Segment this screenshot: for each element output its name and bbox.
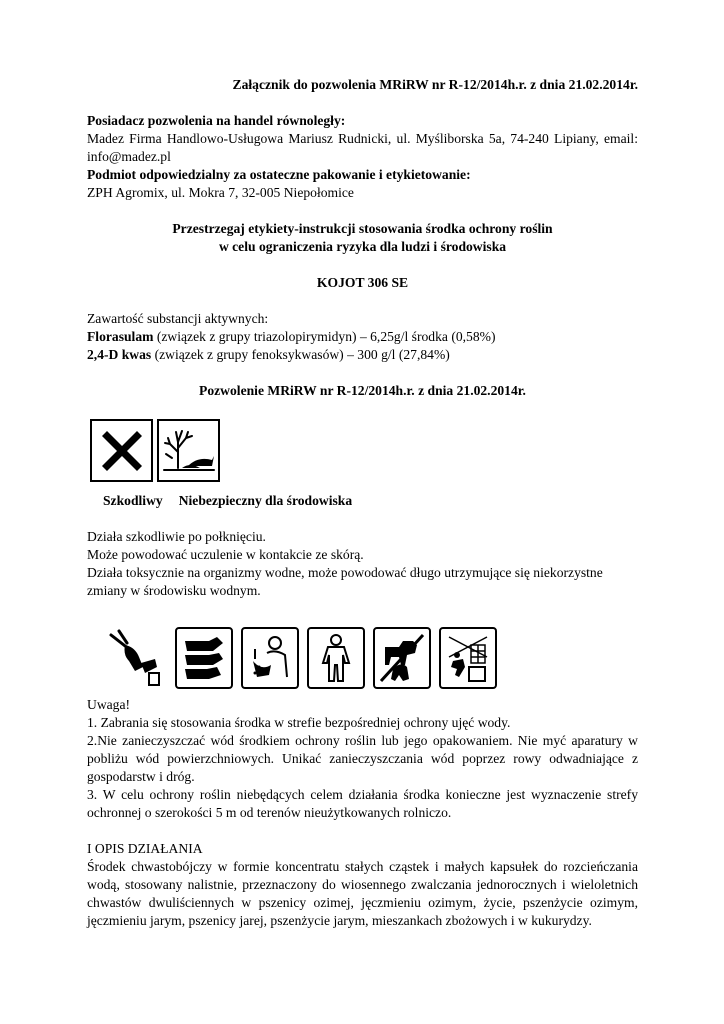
hazard-statement-1: Działa szkodliwie po połknięciu.: [87, 529, 266, 544]
label-document: [87, 76, 638, 930]
wash-hands-icon: [241, 627, 299, 689]
permit-number: Pozwolenie MRiRW nr R-12/2014h.r. z dnia 21.02.2014r.: [199, 383, 526, 398]
hazard-statement-3: Działa toksycznie na organizmy wodne, może powodować długo utrzymujące się niekorzystne zmiany w środowisku wodnym.: [87, 565, 603, 598]
section1-title: I OPIS DZIAŁANIA: [87, 841, 203, 856]
warning-title-line1: Przestrzegaj etykiety-instrukcji stosowania środka ochrony roślin: [172, 221, 553, 236]
active-substance-1: Florasulam (związek z grupy triazolopirymidyn) – 6,25g/l środka (0,58%): [87, 329, 496, 344]
hazard-labels: [87, 492, 638, 510]
precaution-2: 2.Nie zanieczyszczać wód środkiem ochrony roślin lub jego opakowaniem. Nie myć aparatury w pobliżu wód powierzchniowych. Unikać zanieczyszczania wód poprzez rowy odwadniające z gospodarstw i dróg.: [87, 733, 638, 784]
active-substances-label: Zawartość substancji aktywnych:: [87, 311, 269, 326]
precautions-title: Uwaga!: [87, 697, 131, 712]
hazard-symbols: [90, 419, 638, 482]
active-substance-2: 2,4-D kwas (związek z grupy fenoksykwasów) – 300 g/l (27,84%): [87, 347, 450, 362]
product-name: KOJOT 306 SE: [316, 275, 409, 290]
safety-pictograms: [105, 624, 638, 692]
do-not-ingest-icon: [105, 627, 167, 689]
harmful-label: Szkodliwy: [103, 493, 163, 508]
holder-text: Madez Firma Handlowo-Usługowa Mariusz Rudnicki, ul. Myśliborska 5a, 74-240 Lipiany, email: info@madez.pl: [87, 131, 638, 164]
packer-label: Podmiot odpowiedzialny za ostateczne pakowanie i etykietowanie:: [87, 167, 471, 182]
env-label: Niebezpieczny dla środowiska: [178, 493, 353, 508]
warning-title-line2: w celu ograniczenia ryzyka dla ludzi i środowiska: [218, 239, 507, 254]
dangerous-to-animals-icon: [373, 627, 431, 689]
holder-label: Posiadacz pozwolenia na handel równoległy:: [87, 113, 346, 128]
section1-text: Środek chwastobójczy w formie koncentratu stałych cząstek i małych kapsułek do rozcieńczania wodą, stosowany nalistnie, przeznaczony do wiosennego zwalczania jednorocznych i wieloletnich chwastów dwuliściennych w pszenicy ozimej, jęczmieniu ozimym, życie, pszenżycie ozimym, jęczmieniu jarym, pszenicy jarej, pszenżycie jarym, mieszankach zbożowych i w kukurydzy.: [87, 859, 638, 928]
attachment-header: Załącznik do pozwolenia MRiRW nr R-12/2014h.r. z dnia 21.02.2014r.: [232, 77, 638, 92]
hazard-statement-2: Może powodować uczulenie w kontakcie ze skórą.: [87, 547, 364, 562]
precaution-1: 1. Zabrania się stosowania środka w strefie bezpośredniej ochrony ujęć wody.: [87, 715, 511, 730]
packer-text: ZPH Agromix, ul. Mokra 7, 32-005 Niepołomice: [87, 185, 354, 200]
keep-from-children-icon: [439, 627, 497, 689]
dead-tree-fish-icon: [157, 419, 220, 482]
precaution-3: 3. W celu ochrony roślin niebędących celem działania środka konieczne jest wyznaczenie strefy ochronnej o szerokości 5 m od terenów nieużytkowanych rolniczo.: [87, 787, 638, 820]
protective-clothing-icon: [307, 627, 365, 689]
gloves-icon: [175, 627, 233, 689]
harmful-x-icon: [90, 419, 153, 482]
